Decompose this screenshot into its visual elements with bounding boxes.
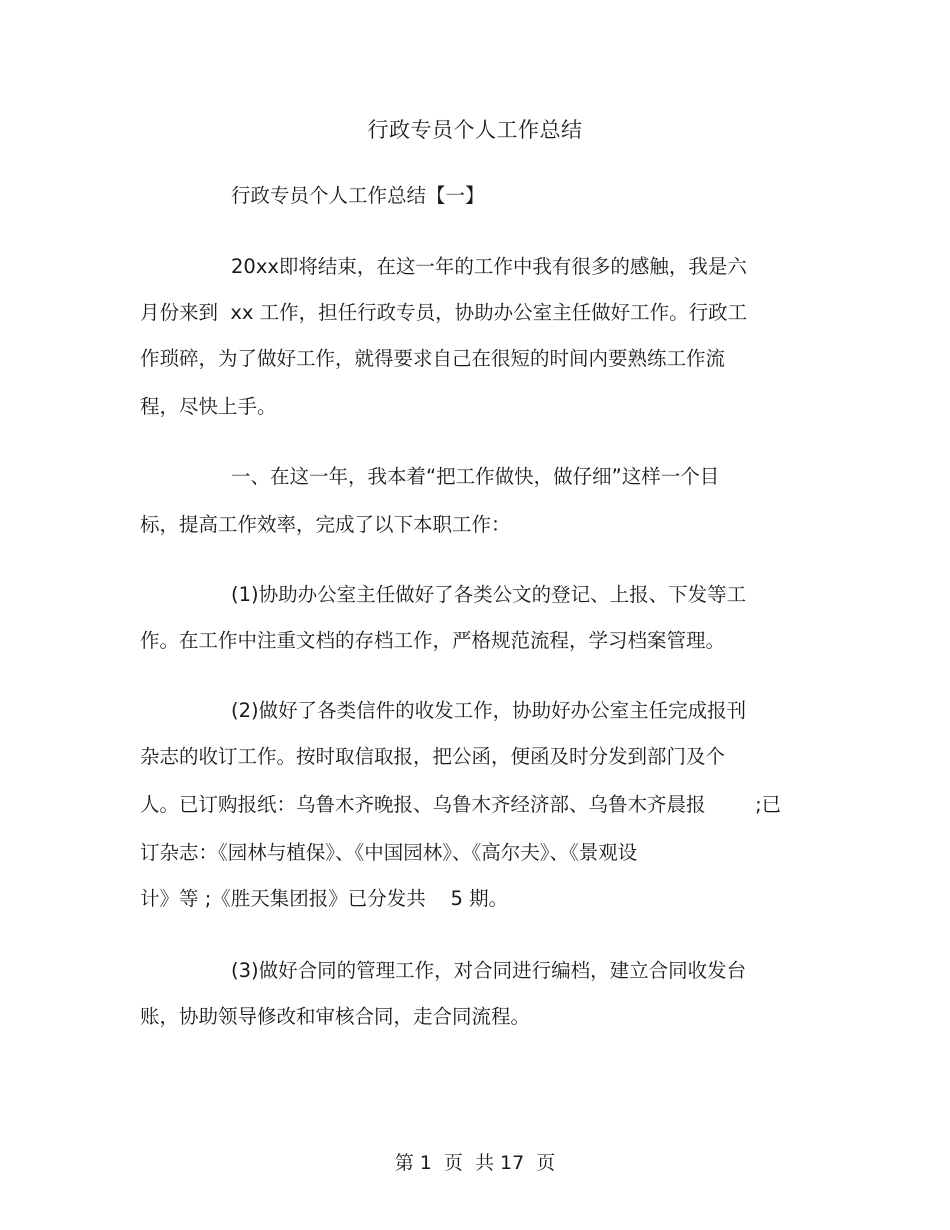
paragraph-4-line-1: (2)做好了各类信件的收发工作，协助好办公室主任完成报刊 <box>231 699 747 722</box>
paragraph-4-line-4: 订杂志：《园林与植保》、《中国园林》、《高尔夫》、《景观设 <box>140 841 638 864</box>
paragraph-1-line-2: 月份来到 xx 工作，担任行政专员，协助办公室主任做好工作。行政工 <box>140 301 748 324</box>
document-title: 行政专员个人工作总结 <box>367 118 583 142</box>
paragraph-5-line-1: (3)做好合同的管理工作，对合同进行编档，建立合同收发台 <box>231 959 747 982</box>
paragraph-1-line-1: 20xx即将结束，在这一年的工作中我有很多的感触，我是六 <box>231 255 747 278</box>
paragraph-5-line-2: 账，协助领导修改和审核合同，走合同流程。 <box>140 1005 531 1028</box>
paragraph-4-line-5: 计》等 ;《胜天集团报》已分发共 5 期。 <box>140 887 509 910</box>
paragraph-1-line-4: 程，尽快上手。 <box>140 395 277 418</box>
section-heading: 行政专员个人工作总结【一】 <box>231 184 485 207</box>
paragraph-1-line-3: 作琐碎，为了做好工作，就得要求自己在很短的时间内要熟练工作流 <box>140 347 726 370</box>
paragraph-2-line-1: 一、在这一年，我本着“把工作做快，做仔细”这样一个目 <box>231 465 720 488</box>
paragraph-4-line-3: 人。已订购报纸：乌鲁木齐晚报、乌鲁木齐经济部、乌鲁木齐晨报 ;已 <box>140 793 782 816</box>
page-number: 第 1 页 共 17 页 <box>394 1152 556 1174</box>
paragraph-4-line-2: 杂志的收订工作。按时取信取报，把公函，便函及时分发到部门及个 <box>140 745 726 768</box>
paragraph-3-line-1: (1)协助办公室主任做好了各类公文的登记、上报、下发等工 <box>231 583 747 606</box>
paragraph-2-line-2: 标，提高工作效率，完成了以下本职工作： <box>140 513 511 536</box>
paragraph-3-line-2: 作。在工作中注重文档的存档工作，严格规范流程，学习档案管理。 <box>140 629 726 652</box>
